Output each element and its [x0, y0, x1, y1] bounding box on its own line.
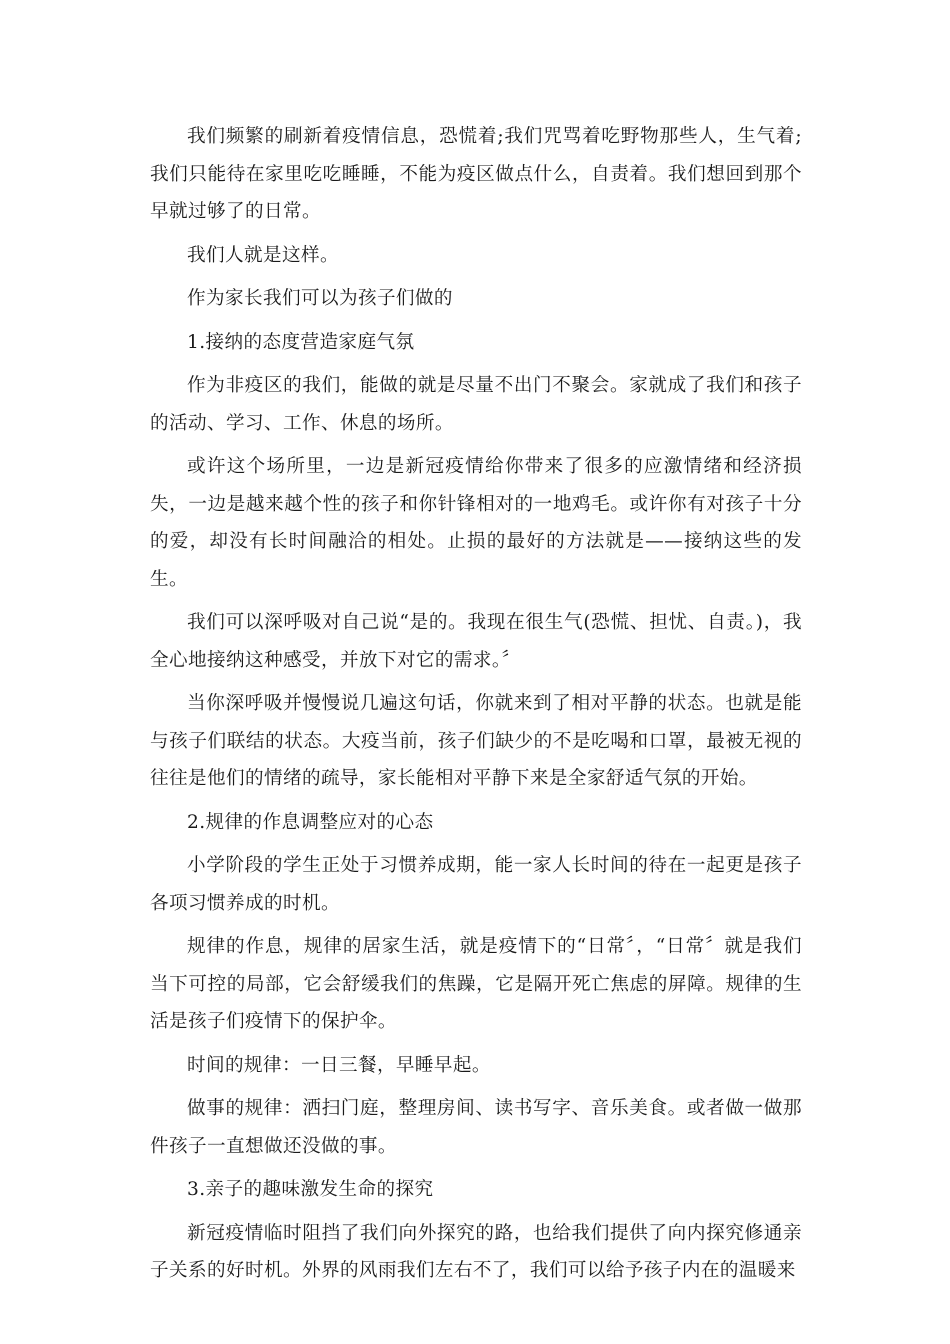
- paragraph: 规律的作息，规律的居家生活，就是疫情下的“日常〞，“日常〞就是我们当下可控的局部，它会舒缓我们的焦躁，它是隔开死亡焦虑的屏障。规律的生活是孩子们疫情下的保护伞。: [150, 936, 802, 1032]
- paragraph: 做事的规律：洒扫门庭，整理房间、读书写字、音乐美食。或者做一做那件孩子一直想做还没做的事。: [150, 1098, 802, 1157]
- paragraph: 作为家长我们可以为孩子们做的: [187, 288, 453, 309]
- section-heading: 3.亲子的趣味激发生命的探究: [187, 1179, 434, 1200]
- paragraph: 当你深呼吸并慢慢说几遍这句话，你就来到了相对平静的状态。也就是能与孩子们联结的状态。大疫当前，孩子们缺少的不是吃喝和口罩，最被无视的往往是他们的情绪的疏导，家长能相对平静下来是全家舒适气氛的开始。: [150, 693, 802, 789]
- paragraph: 我们频繁的刷新着疫情信息，恐慌着;我们咒骂着吃野物那些人，生气着;我们只能待在家里吃吃睡睡，不能为疫区做点什么，自责着。我们想回到那个早就过够了的日常。: [150, 126, 802, 222]
- paragraph: 时间的规律：一日三餐，早睡早起。: [187, 1054, 491, 1076]
- section-heading: 1.接纳的态度营造家庭气氛: [187, 331, 415, 353]
- paragraph: 作为非疫区的我们，能做的就是尽量不出门不聚会。家就成了我们和孩子的活动、学习、工作、休息的场所。: [150, 375, 802, 434]
- paragraph: 我们人就是这样。: [187, 244, 339, 266]
- document-page: [150, 118, 802, 1296]
- paragraph: 或许这个场所里，一边是新冠疫情给你带来了很多的应激情绪和经济损失，一边是越来越个性的孩子和你针锋相对的一地鸡毛。或许你有对孩子十分的爱，却没有长时间融洽的相处。止损的最好的方法就是——接纳这些的发生。: [150, 456, 802, 590]
- paragraph: 我们可以深呼吸对自己说“是的。我现在很生气(恐慌、担忧、自责。)，我全心地接纳这种感受，并放下对它的需求。〞: [150, 612, 802, 671]
- paragraph: 小学阶段的学生正处于习惯养成期，能一家人长时间的待在一起更是孩子各项习惯养成的时机。: [150, 855, 802, 914]
- section-heading: 2.规律的作息调整应对的心态: [187, 811, 434, 833]
- paragraph: 新冠疫情临时阻挡了我们向外探究的路，也给我们提供了向内探究修通亲子关系的好时机。外界的风雨我们左右不了，我们可以给予孩子内在的温暖来: [150, 1222, 802, 1281]
